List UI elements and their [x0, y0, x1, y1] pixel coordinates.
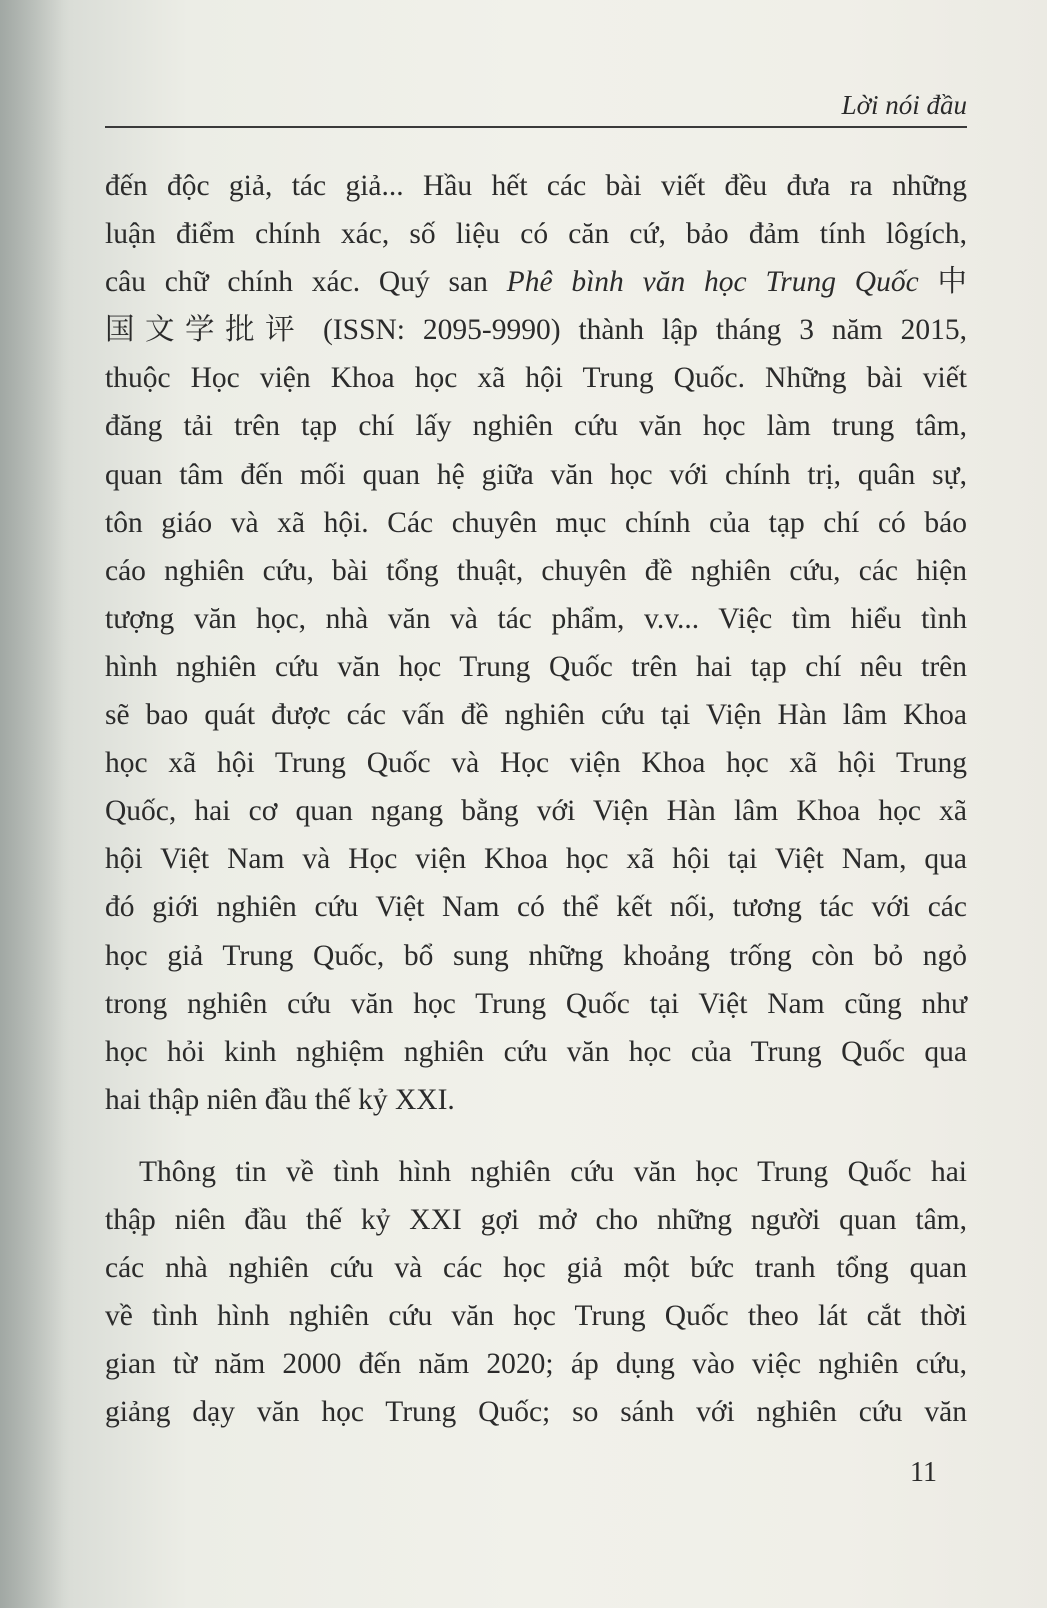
body-text: [105, 162, 967, 1436]
text-line: quan tâm đến mối quan hệ giữa văn học với chính trị, quân sự,: [105, 458, 967, 491]
journal-title-italic: Phê bình văn học Trung Quốc: [506, 266, 919, 299]
running-header: [105, 88, 967, 128]
page-gutter-shadow: [0, 0, 70, 1608]
text-line: trong nghiên cứu văn học Trung Quốc tại Việt Nam cũng như: [105, 987, 967, 1020]
text-line: hình nghiên cứu văn học Trung Quốc trên hai tạp chí nêu trên: [105, 650, 967, 683]
text-line: [105, 258, 967, 306]
text-line: đăng tải trên tạp chí lấy nghiên cứu văn học làm trung tâm,: [105, 410, 967, 443]
text-line: tượng văn học, nhà văn và tác phẩm, v.v... Việc tìm hiểu tình: [105, 602, 967, 635]
text-line: các nhà nghiên cứu và các học giả một bức tranh tổng quan: [105, 1252, 967, 1285]
text-line: thập niên đầu thế kỷ XXI gợi mở cho những người quan tâm,: [105, 1203, 967, 1236]
chinese-title-start: 中: [918, 266, 967, 299]
text-line: Thông tin về tình hình nghiên cứu văn học Trung Quốc hai: [139, 1155, 967, 1188]
text-line: đó giới nghiên cứu Việt Nam có thể kết nối, tương tác với các: [105, 891, 967, 924]
page-number: 11: [910, 1457, 937, 1488]
text-line: học hỏi kinh nghiệm nghiên cứu văn học của Trung Quốc qua: [105, 1035, 967, 1068]
text-line: đến độc giả, tác giả... Hầu hết các bài viết đều đưa ra những: [105, 170, 967, 202]
text-fragment: câu chữ chính xác. Quý san: [105, 266, 507, 299]
text-line: 国文学批评 (ISSN: 2095-9990) thành lập tháng 3 năm 2015,: [105, 314, 967, 347]
text-line: giảng dạy văn học Trung Quốc; so sánh với nghiên cứu văn: [105, 1396, 967, 1429]
paragraph-2: [105, 1148, 967, 1437]
text-line: tôn giáo và xã hội. Các chuyên mục chính của tạp chí có báo: [105, 506, 967, 539]
text-line: luận điểm chính xác, số liệu có căn cứ, bảo đảm tính lôgích,: [105, 218, 967, 251]
text-line: hai thập niên đầu thế kỷ XXI.: [105, 1083, 455, 1116]
text-line: thuộc Học viện Khoa học xã hội Trung Quốc. Những bài viết: [105, 362, 967, 395]
text-line: cáo nghiên cứu, bài tổng thuật, chuyên đề nghiên cứu, các hiện: [105, 554, 967, 587]
text-line: Quốc, hai cơ quan ngang bằng với Viện Hàn lâm Khoa học xã: [105, 795, 967, 828]
text-line: sẽ bao quát được các vấn đề nghiên cứu tại Viện Hàn lâm Khoa: [105, 699, 967, 732]
paragraph-1: [105, 162, 967, 1124]
chapter-title: Lời nói đầu: [841, 90, 967, 120]
text-line: học giả Trung Quốc, bổ sung những khoảng trống còn bỏ ngỏ: [105, 939, 967, 972]
text-line: học xã hội Trung Quốc và Học viện Khoa học xã hội Trung: [105, 747, 967, 780]
text-line: về tình hình nghiên cứu văn học Trung Quốc theo lát cắt thời: [105, 1300, 967, 1333]
text-line: gian từ năm 2000 đến năm 2020; áp dụng vào việc nghiên cứu,: [105, 1348, 967, 1381]
text-line: hội Việt Nam và Học viện Khoa học xã hội tại Việt Nam, qua: [105, 843, 967, 876]
